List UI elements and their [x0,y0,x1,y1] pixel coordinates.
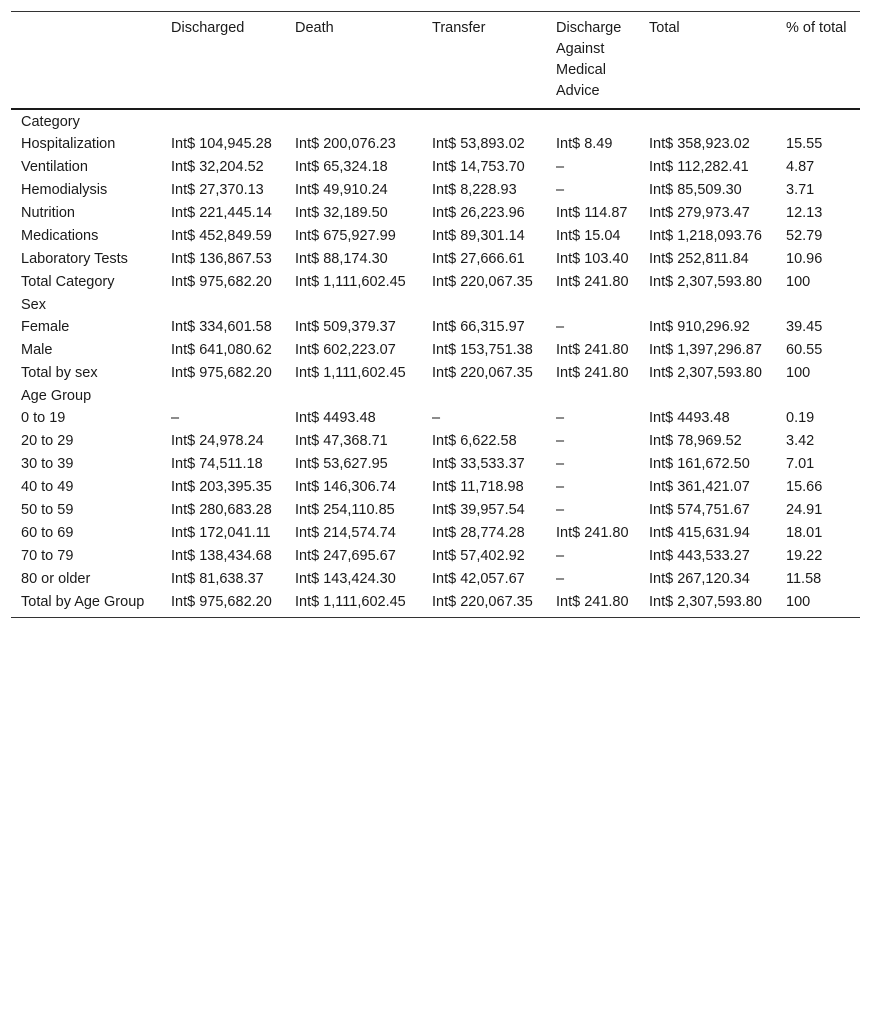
table-cell: Int$ 221,445.14 [171,205,272,221]
table-cell: Int$ 103.40 [556,251,629,267]
table-cell: – [556,410,565,426]
table-cell: Int$ 66,315.97 [432,319,525,335]
table-cell: 39.45 [786,319,823,335]
header-cell-total: Total [649,20,680,36]
table-cell: 100 [786,274,811,290]
table-cell: Int$ 452,849.59 [171,228,272,244]
table-row [11,430,860,453]
header-row [11,12,860,110]
table-row [11,179,860,202]
row-label: Total by Age Group [21,594,145,610]
table-cell: Int$ 78,969.52 [649,433,742,449]
table-cell: – [556,502,565,518]
table-cell: Int$ 443,533.27 [649,548,750,564]
table-cell: Int$ 112,282.41 [649,159,749,175]
table-cell: Int$ 2,307,593.80 [649,274,762,290]
table-row [11,499,860,522]
table-header [11,12,860,110]
table-cell: – [171,410,180,426]
header-cell-death: Death [295,20,334,36]
table-cell: Int$ 8.49 [556,136,613,152]
table-row [11,362,860,385]
table-cell: Int$ 2,307,593.80 [649,365,762,381]
table-row [11,316,860,339]
table-cell: Int$ 39,957.54 [432,502,525,518]
table-cell: Int$ 200,076.23 [295,136,396,152]
row-label: Female [21,319,70,335]
row-label: 80 or older [21,571,91,587]
table-cell: Int$ 241.80 [556,274,629,290]
table-cell: Int$ 85,509.30 [649,182,742,198]
table-row [11,156,860,179]
table-cell: Int$ 161,672.50 [649,456,750,472]
table-cell: Int$ 24,978.24 [171,433,264,449]
table-row [11,339,860,362]
table-cell: Int$ 88,174.30 [295,251,388,267]
table-cell: 4.87 [786,159,815,175]
table-row [11,133,860,156]
row-label: Male [21,342,53,358]
table-cell: 100 [786,594,811,610]
cost-table-container [11,11,860,618]
table-row [11,225,860,248]
table-cell: Int$ 241.80 [556,365,629,381]
table-cell: Int$ 53,627.95 [295,456,388,472]
table-cell: Int$ 358,923.02 [649,136,750,152]
table-cell: Int$ 104,945.28 [171,136,272,152]
table-cell: 10.96 [786,251,823,267]
table-cell: Int$ 1,111,602.45 [295,594,406,610]
table-cell: Int$ 602,223.07 [295,342,396,358]
table-cell: Int$ 4493.48 [649,410,730,426]
table-cell: Int$ 136,867.53 [171,251,272,267]
row-label: Ventilation [21,159,88,175]
table-cell: 24.91 [786,502,823,518]
table-cell: Int$ 32,204.52 [171,159,264,175]
table-cell: – [432,410,441,426]
table-cell: Int$ 26,223.96 [432,205,525,221]
table-cell: Int$ 415,631.94 [649,525,750,541]
table-cell: Int$ 220,067.35 [432,274,533,290]
table-cell: 100 [786,365,811,381]
table-cell: Int$ 81,638.37 [171,571,264,587]
table-cell: Int$ 47,368.71 [295,433,388,449]
header-cell-transfer: Transfer [432,20,486,36]
table-cell: Int$ 2,307,593.80 [649,594,762,610]
table-cell: Int$ 574,751.67 [649,502,750,518]
table-cell: Int$ 220,067.35 [432,594,533,610]
table-cell: Int$ 27,370.13 [171,182,264,198]
section-row [11,385,860,407]
table-cell: Int$ 146,306.74 [295,479,396,495]
row-label: Laboratory Tests [21,251,128,267]
table-cell: Int$ 267,120.34 [649,571,750,587]
table-cell: 12.13 [786,205,823,221]
row-label: 70 to 79 [21,548,74,564]
table-cell: – [556,159,565,175]
table-cell: Int$ 975,682.20 [171,274,272,290]
table-cell: Int$ 247,695.67 [295,548,396,564]
table-cell: Int$ 975,682.20 [171,594,272,610]
row-label: 30 to 39 [21,456,74,472]
table-cell: Int$ 1,111,602.45 [295,365,406,381]
table-row [11,407,860,430]
table-cell: Int$ 53,893.02 [432,136,525,152]
header-cell-percent-of-total: % of total [786,20,847,36]
table-cell: Int$ 334,601.58 [171,319,272,335]
row-label: 60 to 69 [21,525,74,541]
table-cell: Int$ 220,067.35 [432,365,533,381]
table-cell: – [556,433,565,449]
section-label: Age Group [21,388,92,404]
section-row [11,109,860,133]
table-cell: 3.42 [786,433,815,449]
table-cell: – [556,548,565,564]
table-cell: Int$ 241.80 [556,594,629,610]
table-cell: 15.55 [786,136,823,152]
header-cell-discharge-against-medical-advice: Discharge Against Medical Advice [556,20,622,99]
table-cell: Int$ 1,218,093.76 [649,228,762,244]
table-cell: Int$ 89,301.14 [432,228,525,244]
table-cell: Int$ 6,622.58 [432,433,517,449]
table-cell: Int$ 49,910.24 [295,182,388,198]
table-cell: Int$ 641,080.62 [171,342,272,358]
table-cell: Int$ 252,811.84 [649,251,749,267]
row-label: Hospitalization [21,136,116,152]
table-cell: Int$ 11,718.98 [432,479,524,495]
table-cell: – [556,571,565,587]
table-cell: Int$ 57,402.92 [432,548,525,564]
row-label: Total by sex [21,365,98,381]
table-cell: – [556,479,565,495]
table-cell: 3.71 [786,182,815,198]
table-cell: 15.66 [786,479,823,495]
table-cell: 52.79 [786,228,823,244]
table-cell: Int$ 33,533.37 [432,456,525,472]
table-body [11,109,860,618]
table-cell: – [556,319,565,335]
table-cell: Int$ 280,683.28 [171,502,272,518]
table-cell: Int$ 172,041.11 [171,525,271,541]
table-cell: 7.01 [786,456,815,472]
table-cell: Int$ 279,973.47 [649,205,750,221]
table-cell: Int$ 114.87 [556,205,628,221]
table-cell: Int$ 214,574.74 [295,525,396,541]
row-label: 20 to 29 [21,433,74,449]
table-cell: Int$ 15.04 [556,228,621,244]
table-cell: Int$ 361,421.07 [649,479,750,495]
section-label: Sex [21,297,46,313]
table-cell: Int$ 153,751.38 [432,342,533,358]
row-label: Total Category [21,274,115,290]
table-cell: Int$ 42,057.67 [432,571,525,587]
table-cell: Int$ 1,111,602.45 [295,274,406,290]
table-cell: Int$ 241.80 [556,342,629,358]
table-cell: Int$ 203,395.35 [171,479,272,495]
table-row [11,591,860,618]
table-cell: Int$ 138,434.68 [171,548,272,564]
table-row [11,202,860,225]
section-label: Category [21,114,80,130]
header-cell-discharged: Discharged [171,20,245,36]
table-cell: Int$ 28,774.28 [432,525,525,541]
row-label: Medications [21,228,99,244]
table-cell: 19.22 [786,548,823,564]
table-cell: 0.19 [786,410,815,426]
table-cell: Int$ 32,189.50 [295,205,388,221]
table-cell: Int$ 675,927.99 [295,228,396,244]
table-cell: Int$ 975,682.20 [171,365,272,381]
table-cell: Int$ 143,424.30 [295,571,396,587]
table-cell: Int$ 509,379.37 [295,319,396,335]
table-cell: Int$ 8,228.93 [432,182,517,198]
table-cell: Int$ 254,110.85 [295,502,395,518]
table-cell: Int$ 27,666.61 [432,251,525,267]
row-label: Hemodialysis [21,182,108,198]
table-cell: Int$ 1,397,296.87 [649,342,762,358]
row-label: 50 to 59 [21,502,74,518]
table-cell: Int$ 241.80 [556,525,629,541]
row-label: 0 to 19 [21,410,66,426]
table-cell: Int$ 74,511.18 [171,456,263,472]
table-row [11,522,860,545]
table-row [11,545,860,568]
table-row [11,568,860,591]
table-cell: 60.55 [786,342,823,358]
table-cell: – [556,456,565,472]
table-cell: 11.58 [786,571,822,587]
table-cell: Int$ 910,296.92 [649,319,750,335]
table-cell: Int$ 14,753.70 [432,159,525,175]
table-row [11,476,860,499]
table-cell: Int$ 65,324.18 [295,159,388,175]
header-cell-row-label [11,12,161,110]
section-row [11,294,860,316]
row-label: Nutrition [21,205,75,221]
table-cell: 18.01 [786,525,823,541]
table-row [11,453,860,476]
table-cell: Int$ 4493.48 [295,410,376,426]
table-cell: – [556,182,565,198]
table-row [11,271,860,294]
cost-table [11,11,860,618]
table-row [11,248,860,271]
row-label: 40 to 49 [21,479,74,495]
